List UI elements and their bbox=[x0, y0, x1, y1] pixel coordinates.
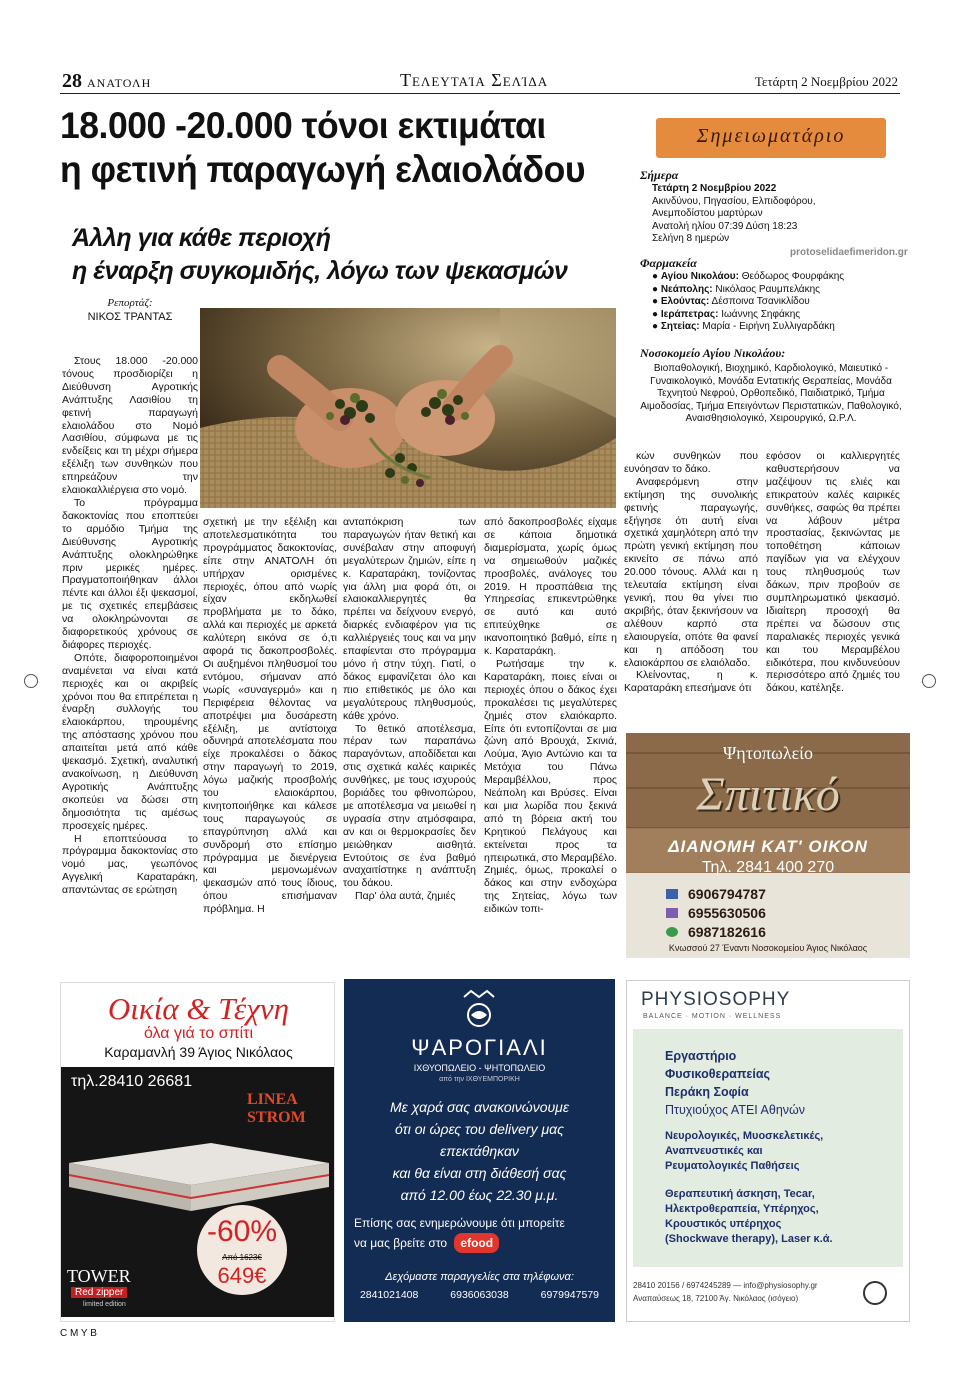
psarogiali-name: ΨΑΡΟΓΙΑΛΙ bbox=[411, 1035, 548, 1060]
spitiko-top: Ψητοπωλείο bbox=[723, 743, 813, 763]
facebook-icon bbox=[666, 889, 678, 899]
psarogiali-efood-note: Επίσης σας ενημερώνουμε ότι μπορείτε να μας βρείτε στο efood bbox=[354, 1213, 594, 1253]
physio-conditions: Νευρολογικές, Μυοσκελετικές, Αναπνευστικές και Ρευματολογικές Παθήσεις bbox=[665, 1130, 824, 1172]
oikia-product-note: limited edition bbox=[83, 1301, 126, 1308]
headline: 18.000 -20.000 τόνοι εκτιμάται η φετινή παραγωγή ελαιολάδου bbox=[60, 105, 586, 190]
site-watermark: protoselidaefimeridon.gr bbox=[790, 247, 908, 258]
pharmacies-section bbox=[640, 256, 900, 334]
ad-physiosophy[interactable] bbox=[626, 980, 910, 1322]
header-rule bbox=[60, 93, 900, 94]
olive-harvest-photo bbox=[200, 308, 616, 508]
physio-tagline: BALANCE · MOTION · WELLNESS bbox=[643, 1013, 782, 1020]
spitiko-delivery: ΔΙΑΝΟΜΗ ΚΑΤ' ΟΙΚΟΝ bbox=[668, 837, 868, 856]
hospital-heading: Νοσοκομείο Αγίου Νικολάου: bbox=[640, 346, 786, 360]
subheadline: Άλλη για κάθε περιοχή η έναρξη συγκομιδής, λόγω των ψεκασμών bbox=[72, 224, 568, 285]
oikia-address: Καραμανλή 39 Άγιος Νικόλαος bbox=[104, 1044, 293, 1060]
pharmacy-item: ● Νεάπολης: Νικόλαος Ραυμπελάκης bbox=[652, 283, 820, 295]
today-section bbox=[640, 168, 820, 246]
physio-contact: 28410 20156 / 6974245289 — info@physiosophy.gr bbox=[633, 1281, 818, 1290]
psarogiali-phones: 2841021408 6936063038 6979947579 bbox=[359, 1289, 600, 1301]
pharmacy-item: ● Αγίου Νικολάου: Θεόδωρος Φουρφάκης bbox=[652, 271, 845, 282]
whatsapp-icon bbox=[666, 927, 678, 937]
article-column-1: Στους 18.000 -20.000 τόνους προσδιορίζει η Διεύθυνση Αγροτικής Ανάπτυξης Λασιθίου τη φετινή παραγωγή ελαιολάδου στο Νομό Λασιθίου, σύμφωνα με τις ενδείξεις και τη μέχρι σήμερα εξέλιξη των συνθηκών που επηρεάζουν την ελαιοκαλλιέργεια στο νομό. Το πρόγραμμα δακοκτονίας που εποπτεύει το αρμόδιο Τμήμα της Διεύθυνσης Αγροτικής Ανάπτυξης ολοκληρώθηκε πριν μερικές ημέρες. Πραγματοποιήθηκαν άλλοι πέντε και άλλοι έξι ψεκασμοί, με τις σχετικές επεμβάσεις να ολοκληρώνονται σε διαφορετικούς χρόνους σε διάφορες περιοχές. Οπότε, διαφοροποιημένοι αναμένεται να είναι κατά περιοχές και οι ακριβείς χρόνοι που θα επιτρέπεται η έναρξη συλλογής του ελαιοκάρπου, τηρουμένης της απόστασης χρόνου που απαιτείται μετά από κάθε ψεκασμό. Σχετική, αναλυτική ανακοίνωση, η Διεύθυνση Αγροτικής Ανάπτυξης σκοπεύει να δώσει στη δημοσιότητα τις αμέσως προσεχείς ημέρες. Η εποπτεύουσα το πρόγραμμα δακοκτονίας στο νομό μας, γεωπόνος Αγγελική Καραταράκη, απαντώντας σε ερώτηση bbox=[62, 355, 198, 897]
pharmacy-item: ● Ελούντας: Δέσποινα Τσανικλίδου bbox=[652, 296, 810, 307]
viber-icon bbox=[666, 908, 678, 918]
issue-date: Τετάρτη 2 Νοεμβρίου 2022 bbox=[754, 74, 898, 89]
ad-oikia-texni[interactable] bbox=[60, 982, 335, 1322]
article-column-4: από δακοπροσβολές είχαμε σε κάποια δημοτικά διαμερίσματα, χωρίς όμως να σημειωθούν μαζικές προσβολές, ανάλογες του 2019. Η προσπάθεια της Υπηρεσίας επικεντρώθηκε σε αυτό και αυτό επιτεύχθηκε σε ικανοποιητικό βαθμό, είπε η κ. Καραταράκη. Ρωτήσαμε την κ. Καραταράκη, ποιες είναι οι περιοχές όπου ο δάκος έχει προκαλέσει τις μεγαλύτερες ζημιές στον ελαιόκαρπο. Είπε ότι εντοπίζονται σε μια ζώνη από Βρουχά, Σκινιά, Λούμα, Άγιο Αντώνιο και τα Μετόχια του Πάνω Μεραμβέλλου, προς Νεάπολη και Βρύσες. Είναι και μια λωρίδα που ξεκινά από τη βόρεια ακτή του Κρητικού Πελάγους και εκτείνεται προς τα ηπειρωτικά, στο Μεραμβέλο. Ζημιές, όμως, προκαλεί ο δάκος και στην ενδοχώρα της Σητείας, λόγω των ειδικών τοπι- bbox=[484, 516, 617, 916]
registration-mark-icon bbox=[922, 674, 936, 688]
oikia-product-sub: Red zipper bbox=[71, 1287, 127, 1298]
efood-badge: efood bbox=[454, 1233, 499, 1253]
pharmacy-item: ● Σητείας: Μαρία - Ειρήνη Συλλιγαρδάκη bbox=[652, 321, 835, 332]
ad-psarogiali[interactable] bbox=[344, 979, 615, 1322]
page-number: 28 ΑΝΑΤΟΛΗ bbox=[62, 70, 152, 92]
physio-therapies: Θεραπευτική άσκηση, Tecar, Ηλεκτροθεραπεία, Υπέρηχος, Κρουστικός υπέρηχος (Shockwave therapy), Laser κ.ά. bbox=[665, 1188, 833, 1245]
spitiko-phone-main: Τηλ. 2841 400 270 bbox=[701, 859, 835, 876]
byline: Ρεπορτάζ: ΝΙΚΟΣ ΤΡΑΝΤΑΣ bbox=[87, 297, 173, 323]
physio-heading: Εργαστήριο Φυσικοθεραπείας Περάκη Σοφία Πτυχιούχος ΑΤΕΙ Αθηνών bbox=[665, 1049, 806, 1117]
ad-spitiko[interactable] bbox=[626, 733, 910, 958]
pharmacy-item: ● Ιεράπετρας: Ιωάννης Σηφάκης bbox=[652, 308, 801, 320]
psarogiali-sub: ΙΧΘΥΟΠΩΛΕΙΟ - ΨΗΤΟΠΩΛΕΙΟ bbox=[413, 1063, 546, 1073]
oikia-new-price: 649€ bbox=[217, 1263, 267, 1288]
pharmacies-heading: Φαρμακεία bbox=[640, 256, 697, 270]
physio-address: Αναπαύσεως 18, 72100 Άγ. Νικόλαος (ισόγειο) bbox=[633, 1294, 799, 1303]
today-sun: Ανατολή ηλίου 07:39 Δύση 18:23 bbox=[652, 220, 798, 232]
physio-logo-icon bbox=[863, 1281, 887, 1305]
oikia-old-price: Από 1623€ bbox=[222, 1253, 262, 1262]
psarogiali-orders: Δεχόμαστε παραγγελίες στα τηλέφωνα: bbox=[385, 1271, 574, 1283]
today-saints: Ακινδύνου, Πηγασίου, Ελπιδοφόρου, Ανεμποδίστου μαρτύρων bbox=[652, 195, 816, 219]
oikia-name: Οικία & Τέχνη bbox=[107, 991, 290, 1026]
notebook-title: Σημειωματάριο bbox=[696, 125, 846, 147]
article-column-6: εφόσον οι καλλιεργητές καθυστερήσουν να μαζέψουν τις ελιές και επικρατούν καλές καιρικές συνθήκες, σαφώς θα πρέπει να λάβουν μέτρα προστασίας, ξεκινώντας με τοποθέτηση κάποιων παγίδων για να ελέγχουν τους πληθυσμούς των δάκων, πριν προβούν σε συμπληρωματικό ψεκασμό. Ιδιαίτερη προσοχή θα πρέπει να δώσουν στις παραλιακές περιοχές γενικά και του Μεραμβέλου ειδικότερα, που κινδυνεύουν περισσότερο από ζημιές του δάκου, κατέληξε. bbox=[766, 450, 900, 695]
today-moon: Σελήνη 8 ημερών bbox=[652, 233, 730, 244]
oikia-discount: -60% bbox=[206, 1215, 278, 1248]
registration-mark-icon bbox=[24, 674, 38, 688]
spitiko-phones: 6906794787 6955630506 6987182616 bbox=[666, 885, 766, 942]
oikia-tagline: όλα γιά το σπίτι bbox=[143, 1025, 254, 1042]
oikia-product: TOWER bbox=[67, 1266, 131, 1286]
cmyb-marks: C M Y B bbox=[60, 1328, 97, 1339]
spitiko-name: Σπιτικό bbox=[696, 768, 840, 821]
oikia-phone: τηλ.28410 26681 bbox=[71, 1073, 193, 1090]
today-heading: Σήμερα bbox=[640, 168, 679, 182]
hospital-section bbox=[640, 346, 902, 426]
physio-brand: PHYSIOSOPHY bbox=[641, 989, 791, 1010]
fish-crown-logo-icon bbox=[449, 989, 509, 1029]
today-date: Τετάρτη 2 Νοεμβρίου 2022 bbox=[652, 183, 777, 194]
article-column-5: κών συνθηκών που ευνόησαν το δάκο. Αναφερόμενη στην εκτίμηση της συνολικής φετινής παραγωγής, εξήγησε ότι αυτή είναι σχετικά χαμηλότερη από την πρώτη γενική εκτίμηση που εκινείτο σε πάνω από 20.000 τόνους. Αλλά και η τελευταία εκτίμηση είναι γενική, που θα γίνει πιο ακριβής, όταν ξεκινήσουν να αλέθουν καρπό στα ελαιουργεία, οπότε θα φανεί και η απόδοση του ελαιοκάρπου σε ελαιόλαδο. Κλείνοντας, η κ. Καραταράκη επεσήμανε ότι bbox=[624, 450, 758, 695]
article-column-2: σχετική με την εξέλιξη και αποτελεσματικότητα του προγράμματος δακοκτονίας, είπε στην ΑΝΑΤΟΛΗ ότι υπήρχαν ορισμένες περιοχές, όπου από νωρίς είχαν εκδηλωθεί προβλήματα με το δάκο, αλλά και περιοχές με αρκετά καλύτερη εικόνα σε ό,τι αφορά τις δακοπροσβολές. Οι αυξημένοι πληθυσμοί του εντόμου, σήμαναν από νωρίς «συναγερμό» και η Περιφέρεια θέλοντας να αποτρέψει μια δυσάρεστη εξέλιξη, με αντίστοιχα οδυνηρά αποτελέσματα που είχε προκαλέσει ο δάκος στην παραγωγή το 2019, λόγω μαζικής προσβολής του ελαιοκάρπου, κινητοποιήθηκε και κάλεσε τους παραγωγούς σε επαγρύπνηση αλλά και συνδρομή στο επίσημο πρόγραμμα με διενέργεια και μεμονωμένων ψεκασμών από τους ίδιους, όπου επισήμαναν πρόβλημα. Η bbox=[203, 516, 337, 916]
mattress-image bbox=[61, 1123, 335, 1223]
psarogiali-message: Με χαρά σας ανακοινώνουμε ότι οι ώρες του delivery μας επεκτάθηκαν και θα είναι στη διάθεσή σας από 12.00 έως 22.30 μ.μ. bbox=[389, 1099, 569, 1203]
psarogiali-sub2: από την ΙΧΘΥΕΜΠΟΡΙΚΗ bbox=[439, 1076, 520, 1083]
section-title: Τελευταία Σελίδα bbox=[400, 70, 549, 90]
hospital-departments: Βιοπαθολογική, Βιοχημικό, Καρδιολογικό, Μαιευτικό - Γυναικολογικό, Μονάδα Εντατικής Θεραπείας, Μονάδα Τεχνητού Νεφρού, Ορθοπεδικό, Παιδιατρικό, Τμήμα Αιμοδοσίας, Τμήμα Επειγόντων Περιστατικών, Παθολογικό, Αναισθησιολογικό, Χειρουργικό, Ω.Ρ.Λ. bbox=[640, 363, 902, 424]
spitiko-address: Κνωσσού 27 Έναντι Νοσοκομείου Άγιος Νικόλαος bbox=[668, 943, 868, 953]
oikia-brand: LINEA STROM bbox=[247, 1091, 306, 1126]
publication-name: ΑΝΑΤΟΛΗ bbox=[87, 76, 152, 90]
article-column-3: ανταπόκριση των παραγωγών ήταν θετική και συνέβαλαν στην αποφυγή μεγαλύτερων ζημιών, είπε η κ. Καραταράκη, τονίζοντας για άλλη μια φορά ότι, οι ελαιοκαλλιεργητές θα πρέπει να δείχνουν ενεργό, διαρκές ενδιαφέρον για τις καλλιέργειές τους και να μην επαφίενται στο πρόγραμμα μόνο ή στην τύχη. Γιατί, ο δάκος εμφανίζεται όλο και πιο επιθετικός με όλο και μεγαλύτερους πληθυσμούς, κάθε χρόνο. Το θετικό αποτέλεσμα, πέραν των παραπάνω παραγόντων, αποδίδεται και στις σχετικά καλές καιρικές συνθήκες, με τους ισχυρούς βοριάδες του φθινοπώρου, με αποτέλεσμα να μειωθεί η υγρασία στην ατμόσφαιρα, αν και οι θερμοκρασίες δεν μειώθηκαν αισθητά. Εντούτοις σε ένα βαθμό αναχαιτίστηκε η ανάπτυξη του δάκου. Παρ' όλα αυτά, ζημιές bbox=[343, 516, 476, 903]
